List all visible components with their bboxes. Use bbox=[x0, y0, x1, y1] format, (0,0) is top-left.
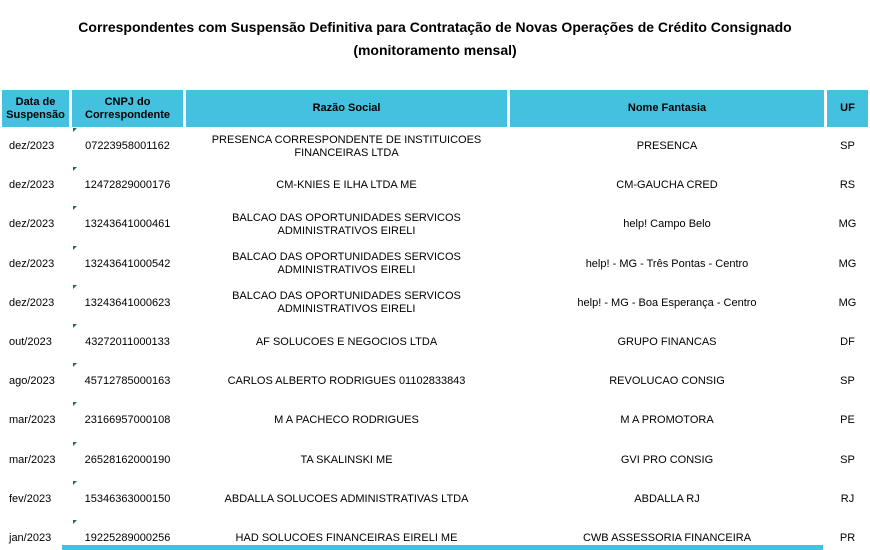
cell-uf-text: PR bbox=[839, 531, 856, 544]
cell-razao-social-text: TA SKALINSKI ME bbox=[300, 453, 393, 466]
cell-uf-text: SP bbox=[840, 453, 855, 466]
cell-uf bbox=[827, 284, 868, 323]
cell-razao-social bbox=[186, 205, 507, 244]
cell-uf-text: DF bbox=[840, 336, 855, 349]
cell-razao-social bbox=[186, 401, 507, 440]
cell-uf bbox=[827, 401, 868, 440]
cell-cnpj-text: 45712785000163 bbox=[84, 375, 171, 388]
cell-nome-fantasia-text: GRUPO FINANCAS bbox=[617, 336, 717, 349]
header-razao-social: Razão Social bbox=[186, 90, 507, 127]
cell-nome-fantasia-text: CWB ASSESSORIA FINANCEIRA bbox=[582, 531, 752, 544]
cell-nome-fantasia-text: help! Campo Belo bbox=[623, 218, 711, 231]
cell-nome-fantasia bbox=[510, 323, 824, 362]
cell-razao-social bbox=[186, 362, 507, 401]
cell-cnpj-text: 07223958001162 bbox=[85, 140, 170, 153]
cell-cnpj bbox=[72, 205, 183, 244]
cell-cnpj bbox=[72, 362, 183, 401]
cell-uf bbox=[827, 205, 868, 244]
number-stored-as-text-flag-icon bbox=[73, 206, 77, 210]
cell-cnpj bbox=[72, 284, 183, 323]
cell-nome-fantasia bbox=[510, 401, 824, 440]
cell-data-suspensao bbox=[2, 480, 69, 519]
cell-uf bbox=[827, 480, 868, 519]
cell-data-suspensao bbox=[2, 323, 69, 362]
cell-razao-social-text: M A PACHECO RODRIGUES bbox=[274, 414, 419, 427]
cell-uf-text: MG bbox=[838, 257, 857, 270]
cell-nome-fantasia bbox=[510, 127, 824, 166]
cell-uf bbox=[827, 127, 868, 166]
cell-data-suspensao-text: fev/2023 bbox=[9, 492, 52, 505]
cell-uf bbox=[827, 519, 868, 550]
number-stored-as-text-flag-icon bbox=[73, 442, 77, 446]
cell-uf-text: MG bbox=[838, 296, 857, 309]
page-title-line1: Correspondentes com Suspensão Definitiva para Contratação de Novas Operações de Crédito Consignado bbox=[78, 19, 792, 35]
cell-nome-fantasia bbox=[510, 362, 824, 401]
cell-data-suspensao bbox=[2, 245, 69, 284]
cell-data-suspensao bbox=[2, 284, 69, 323]
cell-data-suspensao-text: dez/2023 bbox=[9, 140, 55, 153]
cell-nome-fantasia bbox=[510, 205, 824, 244]
cell-uf-text: RJ bbox=[840, 492, 855, 505]
cell-uf-text: PE bbox=[840, 414, 855, 427]
cell-razao-social bbox=[186, 284, 507, 323]
cell-cnpj-text: 13243641000542 bbox=[84, 257, 171, 270]
cell-data-suspensao-text: dez/2023 bbox=[9, 179, 55, 192]
cell-razao-social bbox=[186, 245, 507, 284]
number-stored-as-text-flag-icon bbox=[73, 324, 77, 328]
cell-data-suspensao bbox=[2, 401, 69, 440]
cell-razao-social-text: BALCAO DAS OPORTUNIDADES SERVICOS ADMINISTRATIVOS EIRELI bbox=[232, 251, 461, 277]
cell-cnpj bbox=[72, 245, 183, 284]
cell-nome-fantasia-text: M A PROMOTORA bbox=[620, 414, 714, 427]
cell-cnpj bbox=[72, 166, 183, 205]
cell-cnpj-text: 43272011000133 bbox=[85, 336, 170, 349]
header-cnpj: CNPJ do Correspondente bbox=[72, 90, 183, 127]
cell-nome-fantasia-text: PRESENCA bbox=[636, 140, 698, 153]
cell-nome-fantasia-text: CM-GAUCHA CRED bbox=[616, 179, 718, 192]
cell-razao-social bbox=[186, 166, 507, 205]
cell-data-suspensao bbox=[2, 205, 69, 244]
cell-uf-text: MG bbox=[838, 218, 857, 231]
cell-cnpj-text: 13243641000461 bbox=[84, 218, 171, 231]
header-nome-fantasia: Nome Fantasia bbox=[510, 90, 824, 127]
cell-data-suspensao-text: dez/2023 bbox=[9, 257, 55, 270]
cell-nome-fantasia bbox=[510, 441, 824, 480]
cell-uf bbox=[827, 323, 868, 362]
header-uf: UF bbox=[827, 90, 868, 127]
cell-cnpj-text: 15346363000150 bbox=[84, 492, 171, 505]
cell-data-suspensao-text: jan/2023 bbox=[9, 531, 52, 544]
cell-uf bbox=[827, 166, 868, 205]
number-stored-as-text-flag-icon bbox=[73, 402, 77, 406]
cell-cnpj bbox=[72, 401, 183, 440]
number-stored-as-text-flag-icon bbox=[73, 246, 77, 250]
cell-razao-social-text: CM-KNIES E ILHA LTDA ME bbox=[276, 179, 417, 192]
cell-nome-fantasia bbox=[510, 284, 824, 323]
page-title bbox=[28, 16, 842, 62]
cell-nome-fantasia bbox=[510, 480, 824, 519]
cell-razao-social-text: CARLOS ALBERTO RODRIGUES 01102833843 bbox=[227, 375, 466, 388]
number-stored-as-text-flag-icon bbox=[73, 520, 77, 524]
number-stored-as-text-flag-icon bbox=[73, 128, 77, 132]
cell-uf-text: SP bbox=[840, 375, 855, 388]
cell-uf bbox=[827, 362, 868, 401]
cell-razao-social bbox=[186, 127, 507, 166]
cell-nome-fantasia-text: ABDALLA RJ bbox=[634, 492, 700, 505]
cell-razao-social-text: BALCAO DAS OPORTUNIDADES SERVICOS ADMINISTRATIVOS EIRELI bbox=[232, 290, 461, 316]
cell-uf-text: SP bbox=[840, 140, 855, 153]
cell-razao-social bbox=[186, 480, 507, 519]
cell-nome-fantasia bbox=[510, 166, 824, 205]
cell-nome-fantasia-text: GVI PRO CONSIG bbox=[620, 453, 714, 466]
cell-data-suspensao bbox=[2, 166, 69, 205]
cell-cnpj-text: 19225289000256 bbox=[84, 531, 171, 544]
cell-cnpj bbox=[72, 480, 183, 519]
cell-razao-social-text: ABDALLA SOLUCOES ADMINISTRATIVAS LTDA bbox=[224, 492, 469, 505]
cell-uf bbox=[827, 245, 868, 284]
cell-data-suspensao-text: mar/2023 bbox=[9, 453, 56, 466]
cell-razao-social-text: HAD SOLUCOES FINANCEIRAS EIRELI ME bbox=[235, 531, 458, 544]
cell-data-suspensao bbox=[2, 441, 69, 480]
cell-cnpj-text: 13243641000623 bbox=[84, 296, 171, 309]
cell-data-suspensao-text: dez/2023 bbox=[9, 218, 55, 231]
cell-nome-fantasia bbox=[510, 245, 824, 284]
cell-razao-social-text: BALCAO DAS OPORTUNIDADES SERVICOS ADMINISTRATIVOS EIRELI bbox=[232, 211, 461, 237]
cell-cnpj bbox=[72, 323, 183, 362]
cell-razao-social-text: PRESENCA CORRESPONDENTE DE INSTITUICOES FINANCEIRAS LTDA bbox=[211, 133, 482, 159]
cell-razao-social bbox=[186, 441, 507, 480]
cell-razao-social bbox=[186, 323, 507, 362]
cell-data-suspensao-text: mar/2023 bbox=[9, 414, 56, 427]
number-stored-as-text-flag-icon bbox=[73, 481, 77, 485]
number-stored-as-text-flag-icon bbox=[73, 285, 77, 289]
number-stored-as-text-flag-icon bbox=[73, 363, 77, 367]
cell-data-suspensao bbox=[2, 127, 69, 166]
cell-nome-fantasia-text: REVOLUCAO CONSIG bbox=[609, 375, 725, 388]
cell-cnpj bbox=[72, 441, 183, 480]
cell-cnpj-text: 23166957000108 bbox=[84, 414, 171, 427]
cell-data-suspensao-text: dez/2023 bbox=[9, 296, 55, 309]
cell-data-suspensao-text: ago/2023 bbox=[9, 375, 55, 388]
suspensions-table bbox=[2, 90, 868, 550]
cell-nome-fantasia-text: help! - MG - Boa Esperança - Centro bbox=[577, 296, 757, 309]
cell-data-suspensao-text: out/2023 bbox=[9, 336, 52, 349]
header-data-suspensao: Data de Suspensão bbox=[2, 90, 69, 127]
cell-razao-social-text: AF SOLUCOES E NEGOCIOS LTDA bbox=[255, 336, 438, 349]
cell-uf-text: RS bbox=[839, 179, 856, 192]
number-stored-as-text-flag-icon bbox=[73, 167, 77, 171]
cell-data-suspensao bbox=[2, 362, 69, 401]
next-table-header-sliver bbox=[62, 545, 823, 550]
cell-uf bbox=[827, 441, 868, 480]
page-title-line2: (monitoramento mensal) bbox=[353, 42, 517, 58]
cell-cnpj-text: 12472829000176 bbox=[84, 179, 171, 192]
cell-cnpj bbox=[72, 127, 183, 166]
cell-data-suspensao bbox=[2, 519, 69, 550]
cell-nome-fantasia-text: help! - MG - Três Pontas - Centro bbox=[585, 257, 749, 270]
cell-cnpj-text: 26528162000190 bbox=[84, 453, 171, 466]
